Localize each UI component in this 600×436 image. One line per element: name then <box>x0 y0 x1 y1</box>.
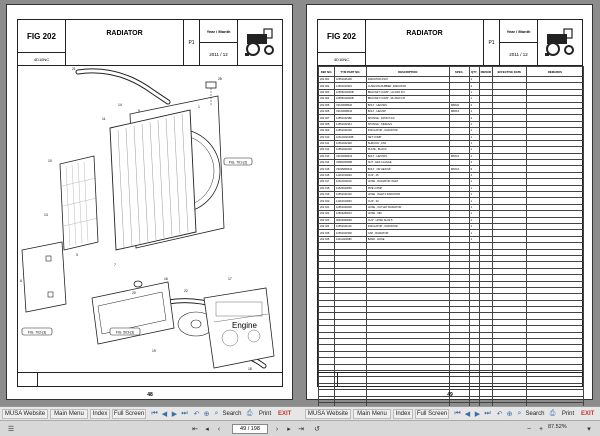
table-cell: 2 <box>469 108 479 114</box>
table-cell: 1 <box>469 236 479 242</box>
column-header: REF NO. <box>319 67 335 77</box>
table-cell: BRACKET COMP , RH RAD FIX <box>366 96 449 102</box>
svg-text:7: 7 <box>114 263 116 267</box>
table-cell: PLATE , BLOCK <box>366 147 449 153</box>
svg-text:1: 1 <box>198 105 200 109</box>
table-cell: 12655010000B <box>334 96 366 102</box>
table-cell: 14501010301 <box>334 83 366 89</box>
table-cell: 202 018 <box>319 185 335 191</box>
column-header: REMARKS <box>526 67 583 77</box>
table-cell: 2 <box>469 160 479 166</box>
search-icon[interactable]: ⌕ <box>214 410 219 417</box>
svg-text:19: 19 <box>152 349 156 353</box>
table-cell: SPONGE , SIDE/A/S <box>366 121 449 127</box>
svg-text:21: 21 <box>72 67 76 71</box>
table-cell: 12651042200 <box>334 147 366 153</box>
table-cell: 202 001 <box>319 77 335 83</box>
model-code: 4D10NC <box>318 52 366 66</box>
parts-table <box>318 66 584 409</box>
right-page <box>306 4 593 400</box>
table-cell: CLIP , 45 <box>366 172 449 178</box>
viewer-toolbar <box>0 406 600 420</box>
column-header: EFFECTIVE DATE <box>492 67 526 77</box>
table-cell: 12651046100 <box>334 77 366 83</box>
full-screen-button[interactable]: Full Screen <box>113 411 145 417</box>
table-cell: INSULATOR , RADIATOR <box>366 128 449 134</box>
zoom-level[interactable]: 87.52% <box>548 424 567 430</box>
back-icon[interactable]: ↶ <box>193 411 200 418</box>
search-button[interactable]: Search <box>222 411 242 417</box>
table-cell: HOSE , 590 <box>366 211 449 217</box>
table-cell: 202 011 <box>319 140 335 146</box>
table-cell: M8X20 <box>449 102 469 108</box>
svg-text:13: 13 <box>44 213 48 217</box>
table-cell: PIPE COMP <box>366 185 449 191</box>
table-cell: 202 002 <box>319 83 335 89</box>
svg-text:17: 17 <box>228 277 232 281</box>
prev-page-nav-icon[interactable]: ◂ <box>205 426 209 433</box>
table-cell: NUT , HEX FLANGE <box>366 160 449 166</box>
first-page-nav-icon[interactable]: ⇤ <box>192 426 198 433</box>
table-cell: V3025806016 <box>334 166 366 172</box>
svg-text:6: 6 <box>20 279 22 283</box>
zoom-in-icon-right[interactable]: ⊕ <box>506 411 513 418</box>
column-header: QTY. <box>469 67 479 77</box>
table-cell: M8X16 <box>449 108 469 114</box>
table-cell: 12651040300 <box>334 230 366 236</box>
next-nav-icon[interactable]: › <box>275 425 279 433</box>
table-cell: 1 <box>469 128 479 134</box>
table-cell: 202 022 <box>319 211 335 217</box>
exit-button-right[interactable]: EXIT <box>581 411 595 417</box>
table-cell: 202 025 <box>319 230 335 236</box>
table-cell: 12655010000B <box>334 89 366 95</box>
table-cell: 2 <box>469 121 479 127</box>
table-cell: 14261010040 <box>334 198 366 204</box>
next-page-nav-icon[interactable]: ▸ <box>287 426 291 433</box>
column-header: SPEC. <box>449 67 469 77</box>
table-cell: BRACKET COMP , LH RAD FIX <box>366 89 449 95</box>
print-icon-right[interactable]: ⎙ <box>549 410 556 417</box>
first-page-icon[interactable]: ⏮ <box>151 410 158 417</box>
table-cell: BOLT , OR HEX/SP <box>366 166 449 172</box>
table-cell: 1 <box>469 223 479 229</box>
prev-nav-icon[interactable]: ‹ <box>217 425 221 433</box>
table-cell: 202 010 <box>319 134 335 140</box>
column-header: TYM PART NO. <box>334 67 366 77</box>
table-cell: 202 009 <box>319 128 335 134</box>
table-cell: 1 <box>469 179 479 185</box>
svg-text:14: 14 <box>118 103 122 107</box>
prev-page-icon[interactable]: ◀ <box>161 411 168 418</box>
table-cell: V3100608020 <box>334 102 366 108</box>
zoom-in-status-icon[interactable]: + <box>538 425 544 433</box>
table-cell: BOLT , HEX/SPL <box>366 153 449 159</box>
engine-label: Engine <box>232 321 257 330</box>
page-number: 48 <box>147 392 153 398</box>
print-icon[interactable]: ⎙ <box>246 410 253 417</box>
table-cell: 202 021 <box>319 204 335 210</box>
table-cell: BAND , HOSE <box>366 236 449 242</box>
left-header <box>18 20 282 66</box>
table-cell: 12602280010 <box>334 211 366 217</box>
table-cell: 4 <box>469 172 479 178</box>
page-index: P1 <box>484 20 500 66</box>
table-cell: 14551042341 <box>334 121 366 127</box>
first-page-icon-right[interactable]: ⏮ <box>454 410 461 417</box>
page-number: 49 <box>447 392 453 398</box>
table-cell: HOSE , OUTLET RADIATOR <box>366 204 449 210</box>
table-cell: 1 <box>469 77 479 83</box>
table-cell: V3100606016 <box>334 153 366 159</box>
table-cell: 1 <box>469 204 479 210</box>
exit-button[interactable]: EXIT <box>278 411 292 417</box>
svg-text:25: 25 <box>218 77 222 81</box>
table-cell: 12611042100B <box>334 134 366 140</box>
remark-row <box>18 372 282 386</box>
table-cell: 1 <box>469 198 479 204</box>
table-cell: 202 008 <box>319 121 335 127</box>
table-cell: 202 023 <box>319 217 335 223</box>
table-cell: 1 <box>469 230 479 236</box>
table-cell: M6X16 <box>449 153 469 159</box>
table-cell: 1 <box>469 185 479 191</box>
column-header: REPAIR <box>479 67 492 77</box>
table-cell: 12651041000 <box>334 128 366 134</box>
table-cell: 202 014 <box>319 160 335 166</box>
zoom-out-icon[interactable]: − <box>526 425 532 433</box>
page-number-field[interactable]: 49 / 198 <box>232 424 268 434</box>
musa-website-button-right[interactable]: MUSA Website <box>305 409 351 419</box>
year-month-label: Year / Month <box>200 20 238 43</box>
last-page-nav-icon[interactable]: ⇥ <box>298 426 304 433</box>
page-title: RADIATOR <box>366 20 484 66</box>
tractor-logo-icon <box>238 20 284 66</box>
table-cell: 1 <box>469 134 479 140</box>
next-page-icon-right[interactable]: ▶ <box>474 411 481 418</box>
table-cell: 202 024 <box>319 223 335 229</box>
left-page <box>6 4 293 400</box>
svg-text:16: 16 <box>164 277 168 281</box>
prev-page-icon-right[interactable]: ◀ <box>464 411 471 418</box>
table-cell: 1 <box>469 140 479 146</box>
callout-fig-701: FIG. 701-(2) <box>228 160 248 165</box>
table-cell: 202 020 <box>319 198 335 204</box>
svg-text:20: 20 <box>132 291 136 295</box>
search-button-right[interactable]: Search <box>525 411 545 417</box>
left-sheet-frame <box>17 19 283 398</box>
svg-text:10: 10 <box>48 159 52 163</box>
right-sheet-frame <box>317 19 583 398</box>
year-month-label: Year / Month <box>500 20 538 43</box>
table-cell: 14411020080 <box>334 236 366 242</box>
table-header <box>319 67 584 77</box>
table-cell: 14626020650 <box>334 185 366 191</box>
full-screen-button-right[interactable]: Full Screen <box>416 411 448 417</box>
last-page-icon[interactable]: ⏭ <box>181 410 188 417</box>
zoom-dropdown-icon[interactable]: ▾ <box>587 426 591 433</box>
table-cell: 202 013 <box>319 153 335 159</box>
table-cell: CLIP , 40 <box>366 198 449 204</box>
table-cell: 202 017 <box>319 179 335 185</box>
table-cell: 4 <box>469 153 479 159</box>
table-cell: 1 <box>469 89 479 95</box>
table-cell: 202 015 <box>319 166 335 172</box>
print-button-right[interactable]: Print <box>561 411 575 417</box>
table-cell: 202 007 <box>319 115 335 121</box>
musa-website-button[interactable]: MUSA Website <box>2 409 48 419</box>
model-code: 4D10NC <box>18 52 66 66</box>
remark-row <box>318 372 582 386</box>
svg-text:11: 11 <box>102 117 106 121</box>
table-cell: 2 <box>469 83 479 89</box>
page-index: P1 <box>184 20 200 66</box>
index-button-right[interactable]: Index <box>393 409 413 419</box>
table-cell: RADIATOR ASSY <box>366 77 449 83</box>
table-cell: SHROUD , FAN <box>366 140 449 146</box>
last-page-icon-right[interactable]: ⏭ <box>484 410 491 417</box>
table-cell: 12611040010 <box>334 179 366 185</box>
date-value: 2011 / 12 <box>200 43 238 66</box>
table-cell: BOLT , HEX/SPL <box>366 102 449 108</box>
table-cell: NET COMP <box>366 134 449 140</box>
table-cell: BOLT , HEX/SP <box>366 108 449 114</box>
table-cell: HOSE , INLET2 RADIATOR <box>366 192 449 198</box>
sidebar-toggle-icon[interactable]: ☰ <box>7 426 15 433</box>
table-cell: 14261010040 <box>334 172 366 178</box>
table-cell: SPONGE , FRONT A/C <box>366 115 449 121</box>
table-cell: 1 <box>469 96 479 102</box>
table-cell: 202 012 <box>319 147 335 153</box>
table-body <box>319 77 584 409</box>
table-cell: 06403990090 <box>334 217 366 223</box>
callout-fig-702: FIG. 702-(3) <box>27 330 47 335</box>
fig-number: FIG 202 <box>18 20 66 52</box>
svg-text:22: 22 <box>184 289 188 293</box>
zoom-in-icon[interactable]: ⊕ <box>203 411 210 418</box>
main-menu-button[interactable]: Main Menu <box>50 409 88 419</box>
table-cell: 1 <box>469 192 479 198</box>
table-cell: M6X16 <box>449 166 469 172</box>
table-cell: 2 <box>469 115 479 121</box>
table-cell: 202 006 <box>319 108 335 114</box>
column-header: DESCRIPTION <box>366 67 449 77</box>
table-cell: CAP , RADIATOR <box>366 230 449 236</box>
table-cell: 12651040200 <box>334 204 366 210</box>
table-cell: CUSHION-RUBBER ,RADIATOR <box>366 83 449 89</box>
table-cell: 202 003 <box>319 89 335 95</box>
search-icon-right[interactable]: ⌕ <box>517 410 522 417</box>
fig-number: FIG 202 <box>318 20 366 52</box>
right-header <box>318 20 582 66</box>
svg-text:18: 18 <box>248 367 252 371</box>
table-cell: 2 <box>469 217 479 223</box>
print-button[interactable]: Print <box>258 411 272 417</box>
status-bar <box>0 420 600 436</box>
index-button[interactable]: Index <box>90 409 110 419</box>
svg-text:9: 9 <box>138 109 140 113</box>
table-cell: 8 <box>469 166 479 172</box>
radiator-exploded-diagram <box>18 66 284 374</box>
table-cell: 12651041120 <box>334 223 366 229</box>
date-value: 2011 / 12 <box>500 43 538 66</box>
table-cell: 14551042380 <box>334 115 366 121</box>
page-title: RADIATOR <box>66 20 184 66</box>
callout-fig-503: FIG. 503-(3) <box>115 330 135 335</box>
table-cell: 202 016 <box>319 172 335 178</box>
table-cell: 1 <box>469 147 479 153</box>
table-cell: 202 026 <box>319 236 335 242</box>
table-cell: 2 <box>469 102 479 108</box>
table-cell: V3802005080 <box>334 160 366 166</box>
table-cell: 1 <box>469 211 479 217</box>
table-cell: 202 005 <box>319 102 335 108</box>
svg-text:3: 3 <box>76 253 78 257</box>
table-cell: INSULATOR , RADIATOR <box>366 223 449 229</box>
table-cell: HOSE , RADIATOR INLET <box>366 179 449 185</box>
rewind-icon[interactable]: ↺ <box>314 426 320 433</box>
table-cell: V3100608016 <box>334 108 366 114</box>
table-cell: 12651040120 <box>334 192 366 198</box>
table-cell: 12651042300 <box>334 140 366 146</box>
table-cell: 202 004 <box>319 96 335 102</box>
main-menu-button-right[interactable]: Main Menu <box>353 409 391 419</box>
next-page-icon[interactable]: ▶ <box>171 411 178 418</box>
tractor-logo-icon <box>538 20 584 66</box>
back-icon-right[interactable]: ↶ <box>496 411 503 418</box>
table-cell: 202 019 <box>319 192 335 198</box>
table-cell: CLIP , HOSE DH12.5 <box>366 217 449 223</box>
